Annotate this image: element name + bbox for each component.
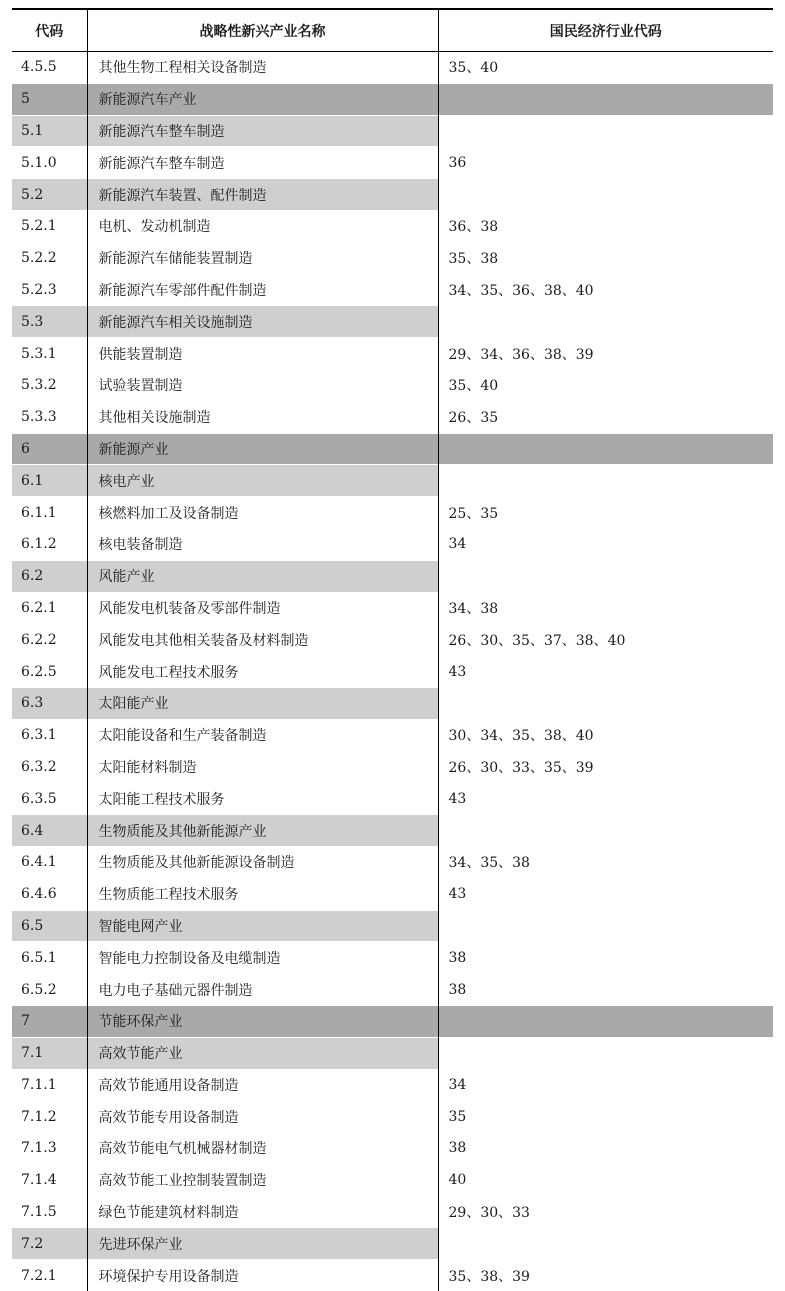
row-code: 5.2 [12, 179, 87, 211]
row-code: 6.2.1 [12, 592, 87, 624]
row-code: 6.1.2 [12, 528, 87, 560]
subcategory-row [12, 465, 773, 497]
row-industry-name: 智能电力控制设备及电缆制造 [87, 942, 438, 974]
subcategory-row [12, 306, 773, 338]
subcategory-row [12, 910, 773, 942]
table-body [12, 52, 773, 1291]
row-industry-name: 核电产业 [87, 465, 438, 497]
row-code: 5 [12, 83, 87, 115]
row-national-industry-code: 35、40 [438, 52, 773, 84]
table-row [12, 942, 773, 974]
row-national-industry-code: 36、38 [438, 210, 773, 242]
row-code: 7.1.5 [12, 1196, 87, 1228]
row-national-industry-code [438, 560, 773, 592]
row-national-industry-code: 38 [438, 942, 773, 974]
row-code: 7 [12, 1005, 87, 1037]
row-industry-name: 风能产业 [87, 560, 438, 592]
subcategory-row [12, 1037, 773, 1069]
row-industry-name: 先进环保产业 [87, 1228, 438, 1260]
row-national-industry-code: 38 [438, 974, 773, 1006]
row-industry-name: 节能环保产业 [87, 1005, 438, 1037]
table-row [12, 1260, 773, 1291]
row-industry-name: 新能源汽车整车制造 [87, 115, 438, 147]
row-industry-name: 新能源汽车装置、配件制造 [87, 179, 438, 211]
row-industry-name: 绿色节能建筑材料制造 [87, 1196, 438, 1228]
table-row [12, 878, 773, 910]
row-industry-name: 风能发电其他相关装备及材料制造 [87, 624, 438, 656]
row-code: 5.2.3 [12, 274, 87, 306]
subcategory-row [12, 115, 773, 147]
row-national-industry-code: 34、35、36、38、40 [438, 274, 773, 306]
row-code: 6.4.1 [12, 846, 87, 878]
row-code: 6.5 [12, 910, 87, 942]
table-row [12, 528, 773, 560]
row-industry-name: 电力电子基础元器件制造 [87, 974, 438, 1006]
row-industry-name: 核燃料加工及设备制造 [87, 497, 438, 529]
row-national-industry-code [438, 306, 773, 338]
row-code: 5.3.3 [12, 401, 87, 433]
row-national-industry-code: 25、35 [438, 497, 773, 529]
row-code: 5.1 [12, 115, 87, 147]
table-row [12, 751, 773, 783]
row-code: 6.3.1 [12, 719, 87, 751]
row-industry-name: 智能电网产业 [87, 910, 438, 942]
row-industry-name: 新能源汽车储能装置制造 [87, 242, 438, 274]
category-row [12, 1005, 773, 1037]
row-code: 5.1.0 [12, 147, 87, 179]
row-national-industry-code [438, 1228, 773, 1260]
row-industry-name: 太阳能材料制造 [87, 751, 438, 783]
row-national-industry-code: 43 [438, 783, 773, 815]
row-industry-name: 高效节能工业控制装置制造 [87, 1164, 438, 1196]
subcategory-row [12, 560, 773, 592]
row-national-industry-code [438, 465, 773, 497]
row-code: 6.2 [12, 560, 87, 592]
row-national-industry-code [438, 1005, 773, 1037]
row-national-industry-code [438, 179, 773, 211]
table-row [12, 783, 773, 815]
table-row [12, 52, 773, 84]
row-industry-name: 新能源汽车相关设施制造 [87, 306, 438, 338]
row-national-industry-code: 35、38、39 [438, 1260, 773, 1291]
table-row [12, 974, 773, 1006]
subcategory-row [12, 179, 773, 211]
row-industry-name: 高效节能电气机械器材制造 [87, 1133, 438, 1165]
row-national-industry-code: 30、34、35、38、40 [438, 719, 773, 751]
table-row [12, 147, 773, 179]
category-row [12, 83, 773, 115]
subcategory-row [12, 815, 773, 847]
row-national-industry-code: 26、30、33、35、39 [438, 751, 773, 783]
row-national-industry-code: 34、35、38 [438, 846, 773, 878]
row-industry-name: 高效节能通用设备制造 [87, 1069, 438, 1101]
row-code: 7.1.1 [12, 1069, 87, 1101]
table-row [12, 274, 773, 306]
row-code: 7.2.1 [12, 1260, 87, 1291]
row-code: 6 [12, 433, 87, 465]
row-industry-name: 高效节能产业 [87, 1037, 438, 1069]
header-industry-name: 战略性新兴产业名称 [87, 9, 438, 52]
row-national-industry-code [438, 433, 773, 465]
row-industry-name: 生物质能及其他新能源产业 [87, 815, 438, 847]
table-row [12, 401, 773, 433]
row-industry-name: 试验装置制造 [87, 369, 438, 401]
table-row [12, 1133, 773, 1165]
row-national-industry-code: 35、38 [438, 242, 773, 274]
table-header [12, 9, 773, 52]
header-national-industry-code: 国民经济行业代码 [438, 9, 773, 52]
subcategory-row [12, 687, 773, 719]
row-industry-name: 风能发电机装备及零部件制造 [87, 592, 438, 624]
row-industry-name: 其他生物工程相关设备制造 [87, 52, 438, 84]
row-code: 7.2 [12, 1228, 87, 1260]
row-national-industry-code [438, 1037, 773, 1069]
row-industry-name: 新能源汽车整车制造 [87, 147, 438, 179]
row-code: 5.2.1 [12, 210, 87, 242]
table-row [12, 338, 773, 370]
row-national-industry-code: 38 [438, 1133, 773, 1165]
row-code: 6.4 [12, 815, 87, 847]
row-code: 6.2.5 [12, 656, 87, 688]
row-code: 7.1 [12, 1037, 87, 1069]
row-national-industry-code: 36 [438, 147, 773, 179]
row-code: 6.3 [12, 687, 87, 719]
row-industry-name: 生物质能工程技术服务 [87, 878, 438, 910]
row-national-industry-code [438, 115, 773, 147]
category-row [12, 433, 773, 465]
industry-code-table [12, 8, 773, 1291]
row-national-industry-code: 35、40 [438, 369, 773, 401]
row-national-industry-code [438, 687, 773, 719]
row-industry-name: 供能装置制造 [87, 338, 438, 370]
header-row [12, 9, 773, 52]
row-code: 5.2.2 [12, 242, 87, 274]
table-row [12, 210, 773, 242]
row-industry-name: 太阳能设备和生产装备制造 [87, 719, 438, 751]
row-industry-name: 核电装备制造 [87, 528, 438, 560]
row-national-industry-code: 26、30、35、37、38、40 [438, 624, 773, 656]
table-row [12, 1164, 773, 1196]
row-national-industry-code [438, 815, 773, 847]
row-industry-name: 太阳能工程技术服务 [87, 783, 438, 815]
row-code: 5.3.1 [12, 338, 87, 370]
row-code: 6.3.5 [12, 783, 87, 815]
table-row [12, 1069, 773, 1101]
row-national-industry-code: 34、38 [438, 592, 773, 624]
row-industry-name: 新能源产业 [87, 433, 438, 465]
row-industry-name: 新能源汽车产业 [87, 83, 438, 115]
row-industry-name: 电机、发动机制造 [87, 210, 438, 242]
row-industry-name: 生物质能及其他新能源设备制造 [87, 846, 438, 878]
row-code: 6.1.1 [12, 497, 87, 529]
row-code: 6.2.2 [12, 624, 87, 656]
row-national-industry-code: 40 [438, 1164, 773, 1196]
row-national-industry-code: 34 [438, 528, 773, 560]
row-code: 6.5.2 [12, 974, 87, 1006]
row-code: 6.3.2 [12, 751, 87, 783]
row-industry-name: 新能源汽车零部件配件制造 [87, 274, 438, 306]
table-row [12, 1101, 773, 1133]
row-code: 7.1.4 [12, 1164, 87, 1196]
row-code: 4.5.5 [12, 52, 87, 84]
table-row [12, 497, 773, 529]
row-code: 6.5.1 [12, 942, 87, 974]
table-row [12, 242, 773, 274]
row-national-industry-code: 34 [438, 1069, 773, 1101]
row-national-industry-code: 35 [438, 1101, 773, 1133]
row-code: 5.3.2 [12, 369, 87, 401]
row-industry-name: 其他相关设施制造 [87, 401, 438, 433]
row-national-industry-code: 29、34、36、38、39 [438, 338, 773, 370]
table-row [12, 369, 773, 401]
industry-code-table-page [12, 8, 773, 1291]
row-industry-name: 太阳能产业 [87, 687, 438, 719]
table-row [12, 624, 773, 656]
row-code: 6.4.6 [12, 878, 87, 910]
row-code: 6.1 [12, 465, 87, 497]
row-national-industry-code [438, 83, 773, 115]
table-row [12, 719, 773, 751]
row-code: 7.1.3 [12, 1133, 87, 1165]
row-national-industry-code [438, 910, 773, 942]
table-row [12, 1196, 773, 1228]
table-row [12, 656, 773, 688]
row-national-industry-code: 29、30、33 [438, 1196, 773, 1228]
row-national-industry-code: 26、35 [438, 401, 773, 433]
header-code: 代码 [12, 9, 87, 52]
row-industry-name: 环境保护专用设备制造 [87, 1260, 438, 1291]
row-code: 7.1.2 [12, 1101, 87, 1133]
table-row [12, 846, 773, 878]
row-industry-name: 风能发电工程技术服务 [87, 656, 438, 688]
table-row [12, 592, 773, 624]
subcategory-row [12, 1228, 773, 1260]
row-national-industry-code: 43 [438, 656, 773, 688]
row-code: 5.3 [12, 306, 87, 338]
row-industry-name: 高效节能专用设备制造 [87, 1101, 438, 1133]
row-national-industry-code: 43 [438, 878, 773, 910]
